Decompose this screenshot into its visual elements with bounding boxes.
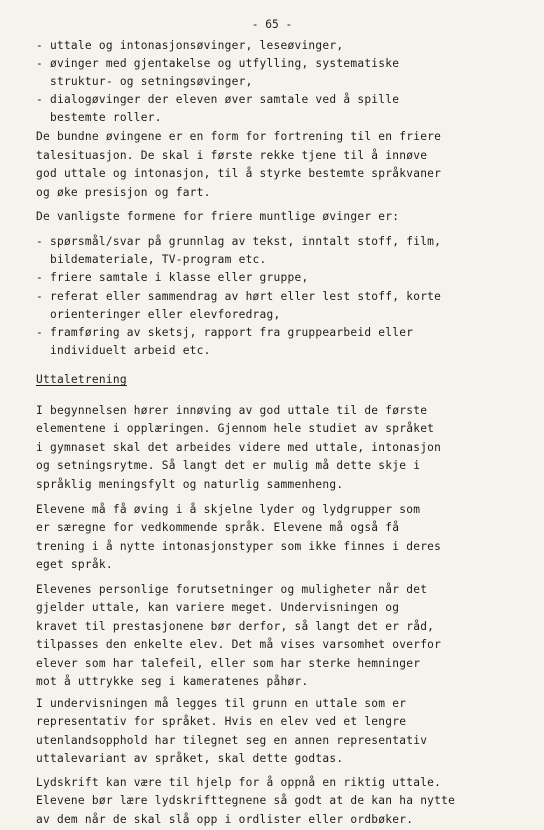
bullet-line: bildemateriale, TV-program etc. <box>36 253 267 267</box>
paragraph-line: Elevene må få øving i å skjelne lyder og lydgrupper som <box>36 503 421 516</box>
bullet-line: - friere samtale i klasse eller gruppe, <box>36 271 309 285</box>
paragraph-line: trening i å nytte intonasjonstyper som ikke finnes i deres <box>36 539 442 553</box>
page-number: - 65 - <box>251 18 293 31</box>
bullet-line: individuelt arbeid etc. <box>36 344 211 358</box>
bullet-line: - referat eller sammendrag av hørt eller lest stoff, korte <box>36 289 442 303</box>
paragraph-line: Elevenes personlige forutsetninger og muligheter når det <box>36 583 428 596</box>
paragraph-line: De vanligste formene for friere muntlige øvinger er: <box>36 210 400 223</box>
paragraph-line: av dem når de skal slå opp i ordlister eller ordbøker. <box>36 812 414 826</box>
bullet-line: - dialogøvinger der eleven øver samtale ved å spille <box>36 93 400 106</box>
paragraph-line: kravet til prestasjonene bør derfor, så langt det er råd, <box>36 619 435 633</box>
paragraph-line: eget språk. <box>36 558 113 572</box>
paragraph-line: I undervisningen må legges til grunn en uttale som er <box>36 697 407 710</box>
paragraph-line: språklig meningsfylt og naturlig sammenheng. <box>36 477 344 491</box>
paragraph-line: gjelder uttale, kan variere meget. Undervisningen og <box>36 601 400 615</box>
paragraph-line: talesituasjon. De skal i første rekke tjene til å innøve <box>36 148 428 162</box>
paragraph-line: mot å uttrykke seg i kameratenes påhør. <box>36 675 309 688</box>
section-heading: Uttaletrening <box>36 373 127 386</box>
bullet-line: - uttale og intonasjonsøvinger, leseøvinger, <box>36 39 344 52</box>
paragraph-line: representativ for språket. Hvis en elev ved et lengre <box>36 715 407 729</box>
paragraph-line: elever som har talefeil, eller som har sterke hemninger <box>36 656 421 670</box>
paragraph-line: og øke presisjon og fart. <box>36 185 211 199</box>
paragraph-line: De bundne øvingene er en form for fortrening til en friere <box>36 130 442 143</box>
bullet-line: orienteringer eller elevforedrag, <box>36 307 281 321</box>
paragraph-line: tilpasses den enkelte elev. Det må vises varsomhet overfor <box>36 638 442 652</box>
paragraph-line: er særegne for vedkommende språk. Elevene må også få <box>36 521 400 535</box>
bullet-line: - framføring av sketsj, rapport fra gruppearbeid eller <box>36 326 414 339</box>
paragraph-line: god uttale og intonasjon, til å styrke bestemte språkvaner <box>36 167 442 180</box>
paragraph-line: utenlandsopphold har tilegnet seg en annen representativ <box>36 733 428 747</box>
bullet-line: - øvinger med gjentakelse og utfylling, systematiske <box>36 57 400 70</box>
paragraph-line: elementene i opplæringen. Gjennom hele studiet av språket <box>36 422 435 436</box>
bullet-line: bestemte roller. <box>36 111 162 124</box>
paragraph-line: i gymnaset skal det arbeides videre med uttale, intonasjon <box>36 440 442 454</box>
paragraph-line: uttalevariant av språket, skal dette godtas. <box>36 752 344 766</box>
bullet-line: - spørsmål/svar på grunnlag av tekst, inntalt stoff, film, <box>36 235 442 248</box>
paragraph-line: Elevene bør lære lydskrifttegnene så godt at de kan ha nytte <box>36 794 456 808</box>
paragraph-line: I begynnelsen hører innøving av god uttale til de første <box>36 404 428 417</box>
bullet-line: struktur- og setningsøvinger, <box>36 75 253 88</box>
paragraph-line: Lydskrift kan være til hjelp for å oppnå en riktig uttale. <box>36 776 442 789</box>
paragraph-line: og setningsrytme. Så langt det er mulig må dette skje i <box>36 459 421 473</box>
